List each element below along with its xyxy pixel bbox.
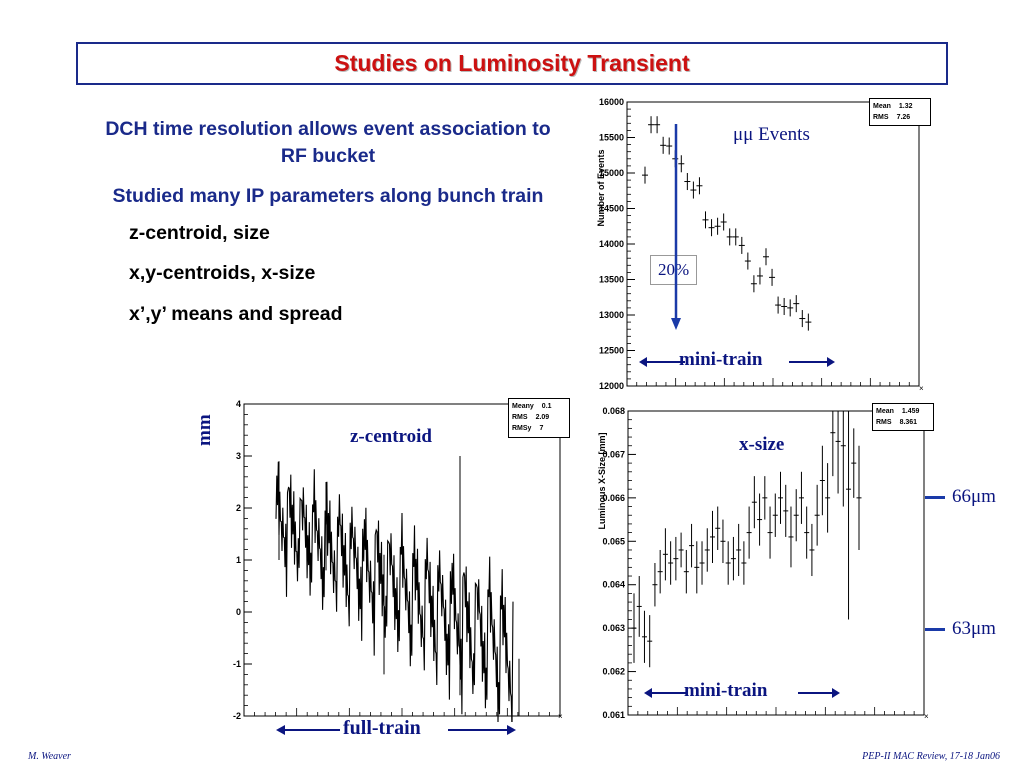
xsize-ytick-label: 0.066 (602, 492, 625, 503)
events-ytick-label: 14000 (598, 239, 624, 249)
xsize-xtick: × (924, 712, 929, 721)
sub-bullet-z-centroid: z-centroid, size (129, 221, 270, 244)
events-xtick: × (919, 384, 924, 393)
mm-label: mm (194, 414, 215, 446)
bullet-list (98, 116, 558, 343)
xsize-ytick-label: 0.065 (602, 536, 625, 547)
zcentroid-statbox: Meany 0.1 RMS 2.09 RMSy 7 (508, 398, 570, 438)
zcentroid-ytick-label: 3 (235, 451, 241, 461)
fulltrain-label: full-train (343, 717, 421, 739)
bullet-ip-params: Studied many IP parameters along bunch train (112, 184, 544, 207)
xsize-ytick-label: 0.062 (602, 666, 625, 677)
events-ytick-label: 13500 (598, 274, 624, 285)
xsize-plot (574, 401, 934, 723)
zcentroid-xtick: × (558, 712, 563, 721)
xsize-ytick-label: 0.061 (602, 710, 625, 720)
zcentroid-ytick-label: 1 (235, 555, 241, 565)
zcentroid-ytick-label: 2 (235, 503, 241, 513)
bullet-dch: DCH time resolution allows event association to RF bucket (105, 118, 551, 168)
mumu-label: μμ Events (733, 124, 810, 145)
zcentroid-ytick-label: 4 (235, 399, 241, 409)
events-plot (573, 96, 929, 394)
um63-label: 63μm (952, 618, 996, 639)
events-ytick-label: 15500 (598, 132, 624, 143)
xsize-ytick-label: 0.067 (602, 449, 625, 460)
xsize-ylabel: Luminous X-Size [mm] (597, 432, 607, 530)
footer-author: M. Weaver (28, 751, 71, 762)
drop-arrow (669, 124, 683, 334)
zcentroid-plot (214, 396, 570, 722)
zcentroid-ytick-label: -1 (232, 659, 241, 669)
sub-bullet-xy-centroids: x,y-centroids, x-size (129, 262, 316, 285)
events-ytick-label: 16000 (598, 97, 624, 107)
footer-conference: PEP-II MAC Review, 17-18 Jan06 (862, 751, 1000, 762)
xsize-ytick-label: 0.064 (602, 579, 625, 590)
title-box (76, 42, 948, 85)
zcentroid-label: z-centroid (350, 426, 432, 447)
zcentroid-ytick-label: 0 (235, 607, 241, 617)
um66-label: 66μm (952, 486, 996, 507)
sub-bullet-means-spread: x’,y’ means and spread (129, 302, 343, 325)
events-ylabel: Number of Events (596, 149, 606, 227)
xsize-label: x-size (739, 434, 785, 455)
minitrain-bottom-label: mini-train (684, 680, 768, 701)
events-ytick-label: 12000 (598, 381, 624, 391)
um66-marker (925, 496, 945, 499)
xsize-statbox: Mean 1.459 RMS 8.361 (872, 403, 934, 431)
events-statbox: Mean 1.32 RMS 7.26 (869, 98, 931, 126)
minitrain-top-label: mini-train (679, 349, 763, 370)
events-ytick-label: 13000 (598, 310, 624, 320)
percent-label: 20% (650, 255, 697, 285)
xsize-ytick-label: 0.068 (602, 406, 625, 416)
events-ytick-label: 15000 (598, 168, 624, 178)
xsize-ytick-label: 0.063 (602, 623, 625, 634)
zcentroid-ytick-label: -2 (232, 711, 241, 721)
events-ytick-label: 12500 (598, 345, 624, 356)
events-ytick-label: 14500 (598, 203, 624, 214)
um63-marker (925, 628, 945, 631)
slide-title: Studies on Luminosity Transient (334, 50, 690, 76)
